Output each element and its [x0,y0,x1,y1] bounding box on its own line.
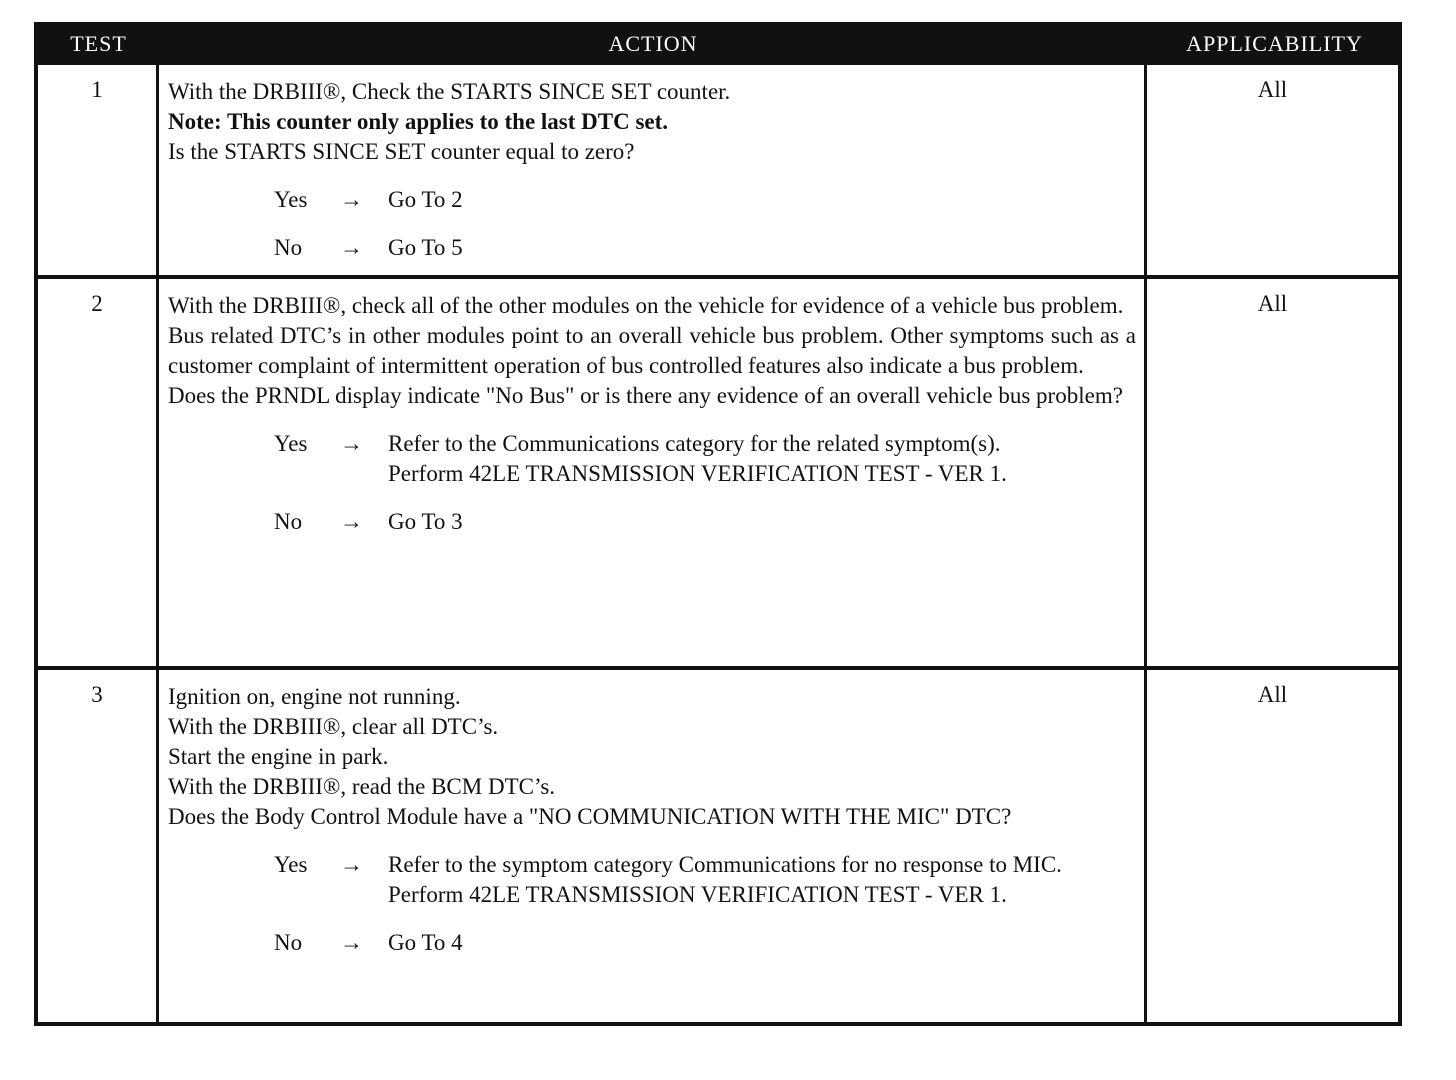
action-cell [159,65,1147,275]
action-question: Is the STARTS SINCE SET counter equal to zero? [168,139,635,164]
action-line: With the DRBIII®, read the BCM DTC’s. [168,774,556,799]
diagnostic-test-table [34,22,1402,1026]
action-line: With the DRBIII®, Check the STARTS SINCE SET counter. [168,79,731,104]
test-number: 2 [38,279,159,666]
yes-branch [168,185,1136,215]
right-arrow-icon: → [340,431,363,456]
right-arrow-icon: → [340,930,363,955]
yes-label: Yes [274,852,308,877]
table-row [38,275,1398,666]
no-label: No [274,930,303,955]
test-number: 3 [38,670,159,1022]
yes-result: Refer to the symptom category Communications for no response to MIC. [388,852,1062,877]
table-header [38,26,1398,65]
yes-label: Yes [274,431,308,456]
no-label: No [274,509,303,534]
right-arrow-icon: → [340,852,363,877]
yes-result: Refer to the Communications category for the related symptom(s). [388,431,1001,456]
yes-result: Perform 42LE TRANSMISSION VERIFICATION TEST - VER 1. [388,461,1007,486]
no-result: Go To 3 [388,509,463,534]
applicability-value: All [1257,291,1288,316]
right-arrow-icon: → [340,187,363,212]
yes-branch [168,429,1136,489]
yes-branch [168,850,1136,910]
no-result: Go To 5 [388,235,463,260]
yes-result: Go To 2 [388,187,463,212]
test-number: 1 [38,65,159,275]
no-branch [168,507,1136,537]
action-question: Does the PRNDL display indicate "No Bus" or is there any evidence of an overall vehicle bus problem? [168,383,1123,408]
action-line: With the DRBIII®, check all of the other modules on the vehicle for evidence of a vehicle bus problem. [168,293,1124,318]
table-row [38,666,1398,1022]
right-arrow-icon: → [340,509,363,534]
header-test: TEST [70,31,127,56]
action-question: Does the Body Control Module have a "NO COMMUNICATION WITH THE MIC" DTC? [168,804,1012,829]
applicability-value: All [1257,682,1288,707]
action-cell [159,670,1147,1022]
action-line: With the DRBIII®, clear all DTC’s. [168,714,499,739]
action-line: Bus related DTC’s in other modules point to an overall vehicle bus problem. Other symptoms such as a customer complaint of intermittent operation of bus controlled features also indicate a bus problem. [168,323,1136,378]
no-branch [168,928,1136,958]
action-line: Start the engine in park. [168,744,389,769]
no-result: Go To 4 [388,930,463,955]
header-applicability: APPLICABILITY [1186,31,1363,56]
action-cell [159,279,1147,666]
no-branch [168,233,1136,263]
header-action: ACTION [608,31,698,56]
table-row [38,65,1398,275]
action-line: Ignition on, engine not running. [168,684,461,709]
right-arrow-icon: → [340,235,363,260]
yes-result: Perform 42LE TRANSMISSION VERIFICATION TEST - VER 1. [388,882,1007,907]
action-note: Note: This counter only applies to the last DTC set. [168,109,669,134]
applicability-value: All [1257,77,1288,102]
yes-label: Yes [274,187,308,212]
no-label: No [274,235,303,260]
